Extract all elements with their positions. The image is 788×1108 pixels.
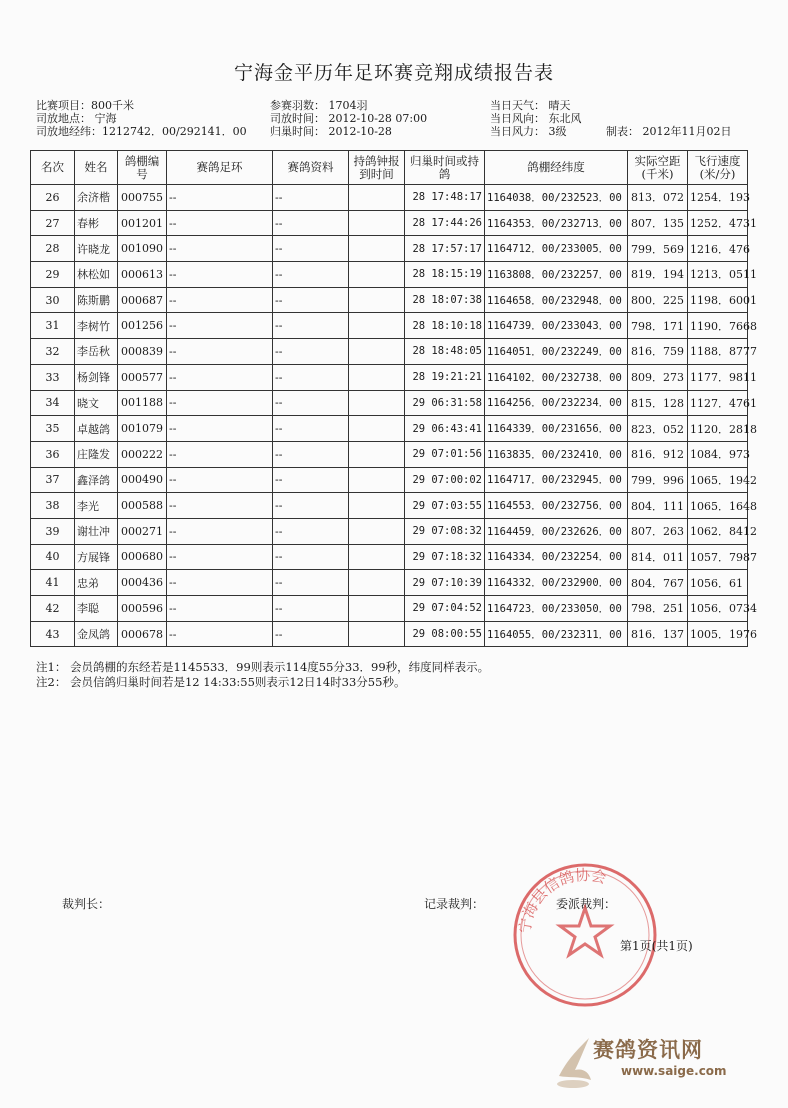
- cell-clock-time: [349, 364, 405, 390]
- cell-loft-no: 001256: [118, 313, 167, 339]
- cell-ring: --: [167, 596, 273, 622]
- table-header-row: [31, 151, 748, 185]
- table-row: [31, 287, 748, 313]
- watermark-title: 赛鸽资讯网: [593, 1038, 703, 1062]
- cell-distance: 804．111: [628, 493, 688, 519]
- cell-coords: 1164553．00/232756．00: [485, 493, 628, 519]
- table-row: [31, 621, 748, 647]
- cell-info: --: [273, 185, 349, 211]
- header-speed: 飞行速度(米/分): [688, 151, 748, 185]
- table-row: [31, 467, 748, 493]
- cell-loft-no: 000490: [118, 467, 167, 493]
- cell-coords: 1164055．00/232311．00: [485, 621, 628, 647]
- cell-name: 方展锋: [75, 544, 118, 570]
- cell-coords: 1164353．00/232713．00: [485, 210, 628, 236]
- cell-clock-time: [349, 493, 405, 519]
- cell-coords: 1163808．00/232257．00: [485, 262, 628, 288]
- table-row: [31, 313, 748, 339]
- cell-rank: 26: [31, 185, 75, 211]
- release-coords: 司放地经纬：1212742．00/292141．00: [36, 125, 247, 138]
- table-row: [31, 262, 748, 288]
- table-row: [31, 364, 748, 390]
- cell-info: --: [273, 596, 349, 622]
- cell-clock-time: [349, 570, 405, 596]
- report-title: 宁海金平历年足环赛竞翔成绩报告表: [233, 62, 554, 84]
- header-coords: 鸽棚经纬度: [485, 151, 628, 185]
- cell-return-time: 29 06:31:58: [405, 390, 485, 416]
- cell-name: 林松如: [75, 262, 118, 288]
- cell-loft-no: 000222: [118, 441, 167, 467]
- cell-speed: 1062．8412: [688, 518, 748, 544]
- cell-ring: --: [167, 493, 273, 519]
- cell-speed: 1005．1976: [688, 621, 748, 647]
- cell-info: --: [273, 390, 349, 416]
- official-seal-stamp: [510, 860, 660, 1010]
- cell-loft-no: 000680: [118, 544, 167, 570]
- cell-rank: 39: [31, 518, 75, 544]
- cell-ring: --: [167, 313, 273, 339]
- header-loft-no: 鸽棚编号: [118, 151, 167, 185]
- cell-ring: --: [167, 416, 273, 442]
- cell-return-time: 28 17:48:17: [405, 185, 485, 211]
- cell-coords: 1164739．00/233043．00: [485, 313, 628, 339]
- cell-rank: 32: [31, 339, 75, 365]
- notes: [36, 660, 489, 690]
- cell-clock-time: [349, 441, 405, 467]
- stamp-text: 宁海县信鸽协会: [515, 866, 609, 935]
- cell-speed: 1252．4731: [688, 210, 748, 236]
- cell-speed: 1198．6001: [688, 287, 748, 313]
- header-rank: 名次: [31, 151, 75, 185]
- cell-distance: 816．759: [628, 339, 688, 365]
- cell-clock-time: [349, 287, 405, 313]
- watermark-url: www.saige.com: [621, 1064, 727, 1078]
- cell-coords: 1164332．00/232900．00: [485, 570, 628, 596]
- cell-loft-no: 001090: [118, 236, 167, 262]
- cell-return-time: 29 07:18:32: [405, 544, 485, 570]
- cell-rank: 30: [31, 287, 75, 313]
- cell-rank: 34: [31, 390, 75, 416]
- header-ring: 赛鸽足环: [167, 151, 273, 185]
- cell-return-time: 29 07:00:02: [405, 467, 485, 493]
- cell-distance: 800．225: [628, 287, 688, 313]
- table-row: [31, 416, 748, 442]
- recorder-referee-label: 记录裁判：: [424, 897, 485, 911]
- cell-coords: 1164723．00/233050．00: [485, 596, 628, 622]
- cell-speed: 1213．0511: [688, 262, 748, 288]
- cell-rank: 31: [31, 313, 75, 339]
- cell-loft-no: 001079: [118, 416, 167, 442]
- cell-info: --: [273, 441, 349, 467]
- cell-rank: 38: [31, 493, 75, 519]
- cell-info: --: [273, 416, 349, 442]
- cell-coords: 1164038．00/232523．00: [485, 185, 628, 211]
- cell-distance: 807．263: [628, 518, 688, 544]
- cell-return-time: 28 18:10:18: [405, 313, 485, 339]
- cell-info: --: [273, 467, 349, 493]
- note-2: 注2： 会员信鸽归巢时间若是12 14:33:55则表示12日14时33分55秒。: [36, 675, 406, 689]
- cell-speed: 1056．0734: [688, 596, 748, 622]
- delegate-referee-label: 委派裁判：: [556, 897, 617, 911]
- cell-coords: 1164051．00/232249．00: [485, 339, 628, 365]
- cell-name: 余济楷: [75, 185, 118, 211]
- cell-distance: 816．912: [628, 441, 688, 467]
- cell-ring: --: [167, 467, 273, 493]
- cell-loft-no: 000588: [118, 493, 167, 519]
- wind-force: 当日风力： 3级: [490, 125, 567, 138]
- cell-loft-no: 000436: [118, 570, 167, 596]
- cell-ring: --: [167, 364, 273, 390]
- cell-speed: 1127．4761: [688, 390, 748, 416]
- watermark: [553, 1030, 753, 1094]
- cell-return-time: 28 18:07:38: [405, 287, 485, 313]
- cell-name: 忠弟: [75, 570, 118, 596]
- cell-coords: 1164256．00/232234．00: [485, 390, 628, 416]
- cell-name: 李聪: [75, 596, 118, 622]
- race-item: 比赛项目：800千米: [36, 99, 134, 112]
- cell-info: --: [273, 236, 349, 262]
- cell-rank: 35: [31, 416, 75, 442]
- cell-loft-no: 000613: [118, 262, 167, 288]
- cell-return-time: 29 07:01:56: [405, 441, 485, 467]
- svg-text:宁海县信鸽协会: [516, 866, 608, 935]
- cell-distance: 799．569: [628, 236, 688, 262]
- cell-clock-time: [349, 416, 405, 442]
- table-row: [31, 339, 748, 365]
- cell-return-time: 29 08:00:55: [405, 621, 485, 647]
- cell-ring: --: [167, 339, 273, 365]
- cell-ring: --: [167, 621, 273, 647]
- cell-speed: 1190．7668: [688, 313, 748, 339]
- cell-return-time: 29 06:43:41: [405, 416, 485, 442]
- cell-loft-no: 000271: [118, 518, 167, 544]
- cell-distance: 813．072: [628, 185, 688, 211]
- cell-coords: 1164102．00/232738．00: [485, 364, 628, 390]
- cell-info: --: [273, 313, 349, 339]
- cell-ring: --: [167, 262, 273, 288]
- table-row: [31, 518, 748, 544]
- cell-coords: 1164717．00/232945．00: [485, 467, 628, 493]
- cell-return-time: 29 07:03:55: [405, 493, 485, 519]
- cell-return-time: 28 17:57:17: [405, 236, 485, 262]
- cell-loft-no: 001201: [118, 210, 167, 236]
- cell-distance: 814．011: [628, 544, 688, 570]
- cell-return-time: 28 18:48:05: [405, 339, 485, 365]
- entries-count: 参赛羽数： 1704羽: [270, 99, 368, 112]
- release-place: 司放地点： 宁海: [36, 112, 117, 125]
- cell-loft-no: 001188: [118, 390, 167, 416]
- cell-distance: 816．137: [628, 621, 688, 647]
- note-1: 注1： 会员鸽棚的东经若是1145533．99则表示114度55分33．99秒，纬度同样表示。: [36, 660, 490, 674]
- table-row: [31, 441, 748, 467]
- cell-info: --: [273, 493, 349, 519]
- cell-name: 春彬: [75, 210, 118, 236]
- cell-return-time: 29 07:04:52: [405, 596, 485, 622]
- cell-info: --: [273, 544, 349, 570]
- cell-clock-time: [349, 544, 405, 570]
- table-row: [31, 236, 748, 262]
- cell-rank: 41: [31, 570, 75, 596]
- release-time: 司放时间： 2012-10-28 07:00: [270, 112, 428, 125]
- cell-clock-time: [349, 236, 405, 262]
- cell-name: 李树竹: [75, 313, 118, 339]
- cell-rank: 27: [31, 210, 75, 236]
- cell-info: --: [273, 621, 349, 647]
- chief-referee-label: 裁判长：: [62, 897, 111, 911]
- cell-name: 庄隆发: [75, 441, 118, 467]
- cell-rank: 36: [31, 441, 75, 467]
- cell-speed: 1065．1942: [688, 467, 748, 493]
- cell-rank: 28: [31, 236, 75, 262]
- cell-speed: 1065．1648: [688, 493, 748, 519]
- cell-speed: 1254．193: [688, 185, 748, 211]
- cell-info: --: [273, 339, 349, 365]
- cell-name: 谢壮冲: [75, 518, 118, 544]
- cell-name: 金凤鸽: [75, 621, 118, 647]
- cell-distance: 807．135: [628, 210, 688, 236]
- page-number: 第1页(共1页): [620, 939, 693, 953]
- cell-clock-time: [349, 262, 405, 288]
- cell-ring: --: [167, 544, 273, 570]
- cell-clock-time: [349, 596, 405, 622]
- cell-name: 陈斯鹏: [75, 287, 118, 313]
- cell-clock-time: [349, 518, 405, 544]
- header-info: 赛鸽资料: [273, 151, 349, 185]
- cell-clock-time: [349, 210, 405, 236]
- cell-speed: 1120．2818: [688, 416, 748, 442]
- cell-distance: 804．767: [628, 570, 688, 596]
- cell-speed: 1177．9811: [688, 364, 748, 390]
- cell-name: 杨剑锋: [75, 364, 118, 390]
- cell-info: --: [273, 287, 349, 313]
- results-table: [30, 150, 757, 647]
- cell-coords: 1164658．00/232948．00: [485, 287, 628, 313]
- cell-info: --: [273, 518, 349, 544]
- cell-loft-no: 000755: [118, 185, 167, 211]
- cell-rank: 42: [31, 596, 75, 622]
- cell-name: 李岳秋: [75, 339, 118, 365]
- cell-ring: --: [167, 570, 273, 596]
- cell-return-time: 28 17:44:26: [405, 210, 485, 236]
- cell-distance: 798．171: [628, 313, 688, 339]
- cell-loft-no: 000577: [118, 364, 167, 390]
- cell-info: --: [273, 570, 349, 596]
- cell-distance: 799．996: [628, 467, 688, 493]
- cell-ring: --: [167, 236, 273, 262]
- table-row: [31, 210, 748, 236]
- cell-rank: 43: [31, 621, 75, 647]
- cell-ring: --: [167, 287, 273, 313]
- cell-speed: 1188．8777: [688, 339, 748, 365]
- cell-loft-no: 000596: [118, 596, 167, 622]
- header-clock-time: 持鸽钟报到时间: [349, 151, 405, 185]
- cell-name: 晓文: [75, 390, 118, 416]
- cell-clock-time: [349, 313, 405, 339]
- cell-ring: --: [167, 390, 273, 416]
- cell-loft-no: 000687: [118, 287, 167, 313]
- cell-return-time: 28 18:15:19: [405, 262, 485, 288]
- cell-speed: 1057．7987: [688, 544, 748, 570]
- wind-direction: 当日风向： 东北风: [490, 112, 582, 125]
- cell-rank: 29: [31, 262, 75, 288]
- table-row: [31, 390, 748, 416]
- cell-ring: --: [167, 185, 273, 211]
- cell-coords: 1164712．00/233005．00: [485, 236, 628, 262]
- cell-coords: 1164339．00/231656．00: [485, 416, 628, 442]
- cell-name: 李光: [75, 493, 118, 519]
- cell-distance: 809．273: [628, 364, 688, 390]
- header-distance: 实际空距(千米): [628, 151, 688, 185]
- cell-ring: --: [167, 441, 273, 467]
- table-row: [31, 185, 748, 211]
- cell-speed: 1216．476: [688, 236, 748, 262]
- weather: 当日天气： 晴天: [490, 99, 571, 112]
- cell-ring: --: [167, 210, 273, 236]
- cell-return-time: 29 07:10:39: [405, 570, 485, 596]
- cell-coords: 1164459．00/232626．00: [485, 518, 628, 544]
- cell-ring: --: [167, 518, 273, 544]
- table-row: [31, 493, 748, 519]
- cell-name: 许晓龙: [75, 236, 118, 262]
- cell-clock-time: [349, 185, 405, 211]
- made-date: 制表： 2012年11月02日: [606, 125, 732, 138]
- cell-clock-time: [349, 390, 405, 416]
- table-row: [31, 596, 748, 622]
- cell-return-time: 29 07:08:32: [405, 518, 485, 544]
- cell-coords: 1164334．00/232254．00: [485, 544, 628, 570]
- cell-info: --: [273, 364, 349, 390]
- cell-speed: 1056．61: [688, 570, 748, 596]
- cell-loft-no: 000678: [118, 621, 167, 647]
- cell-distance: 823．052: [628, 416, 688, 442]
- cell-name: 卓越鸽: [75, 416, 118, 442]
- cell-speed: 1084．973: [688, 441, 748, 467]
- return-time: 归巢时间： 2012-10-28: [270, 125, 392, 138]
- cell-coords: 1163835．00/232410．00: [485, 441, 628, 467]
- cell-info: --: [273, 262, 349, 288]
- cell-info: --: [273, 210, 349, 236]
- cell-distance: 798．251: [628, 596, 688, 622]
- table-row: [31, 570, 748, 596]
- header-name: 姓名: [75, 151, 118, 185]
- pigeon-logo-icon: [553, 1030, 593, 1090]
- cell-clock-time: [349, 339, 405, 365]
- cell-distance: 819．194: [628, 262, 688, 288]
- header-return-time: 归巢时间或持鸽: [405, 151, 485, 185]
- cell-rank: 40: [31, 544, 75, 570]
- cell-rank: 37: [31, 467, 75, 493]
- cell-clock-time: [349, 621, 405, 647]
- cell-distance: 815．128: [628, 390, 688, 416]
- cell-clock-time: [349, 467, 405, 493]
- table-row: [31, 544, 748, 570]
- cell-rank: 33: [31, 364, 75, 390]
- cell-return-time: 28 19:21:21: [405, 364, 485, 390]
- cell-loft-no: 000839: [118, 339, 167, 365]
- cell-name: 鑫泽鸽: [75, 467, 118, 493]
